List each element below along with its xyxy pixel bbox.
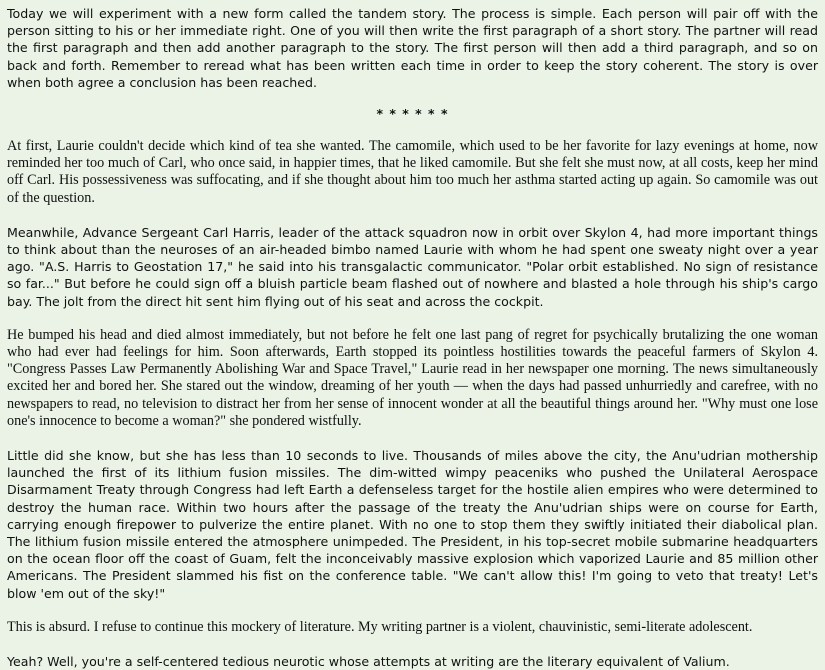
story-paragraph-6: Yeah? Well, you're a self-centered tedious neurotic whose attempts at writing are the literary equivalent of Valium. [7,654,730,670]
assignment-instructions: Today we will experiment with a new form called the tandem story. The process is simple. Each person will pair off with the person sitting to his or her immediate right. One of you will then write the first paragraph of a short story. The partner will read the first paragraph and then add another paragraph to the story. The first person will then add a third paragraph, and so on back and forth. Remember to reread what has been written each time in order to keep the story coherent. The story is over when both agree a conclusion has been reached. [7,6,818,90]
story-paragraph-5: This is absurd. I refuse to continue this mockery of literature. My writing partner is a violent, chauvinistic, semi-literate adolescent. [7,618,753,635]
story-paragraph-2: Meanwhile, Advance Sergeant Carl Harris, leader of the attack squadron now in orbit over Skylon 4, had more important things to think about than the neuroses of an air-headed bimbo named Laurie with whom he had spent one sweaty night over a year ago. "A.S. Harris to Geostation 17," he said into his transgalactic communicator. "Polar orbit established. No sign of resistance so far..." But before he could sign off a bluish particle beam flashed out of nowhere and blasted a hole through his ship's cargo bay. The jolt from the direct hit sent him flying out of his seat and across the cockpit. [7,224,818,309]
story-paragraph-1: At first, Laurie couldn't decide which kind of tea she wanted. The camomile, which used to be her favorite for lazy evenings at home, now reminded her too much of Carl, who once said, in happier times, that he liked camomile. But she felt she must now, at all costs, keep her mind off Carl. His possessiveness was suffocating, and if she thought about him too much her asthma started acting up again. So camomile was out of the question. [7,138,818,206]
story-paragraph-3: He bumped his head and died almost immediately, but not before he felt one last pang of regret for psychically brutalizing the one woman who had ever had feelings for him. Soon afterwards, Earth stopped its pointless hostilities towards the peaceful farmers of Skylon 4. "Congress Passes Law Permanently Abolishing War and Space Travel," Laurie read in her newspaper one morning. The news simultaneously excited her and bored her. She stared out the window, dreaming of her youth — when the days had passed unhurriedly and carefree, with no newspapers to read, no television to distract her from her sense of innocent wonder at all the beautiful things around her. "Why must one lose one's innocence to become a woman?" she pondered wistfully. [7,326,818,429]
section-separator: * * * * * * [376,106,449,122]
story-paragraph-4: Little did she know, but she has less than 10 seconds to live. Thousands of miles above the city, the Anu'udrian mothership launched the first of its lithium fusion missiles. The dim-witted wimpy peaceniks who pushed the Unilateral Aerospace Disarmament Treaty through Congress had left Earth a defenseless target for the hostile alien empires who were determined to destroy the human race. Within two hours after the passage of the treaty the Anu'udrian ships were on course for Earth, carrying enough firepower to pulverize the entire planet. With no one to stop them they swiftly initiated their diabolical plan. The lithium fusion missile entered the atmosphere unimpeded. The President, in his top-secret mobile submarine headquarters on the ocean floor off the coast of Guam, felt the inconceivably massive explosion which vaporized Laurie and 85 million other Americans. The President slammed his fist on the conference table. "We can't allow this! I'm going to veto that treaty! Let's blow 'em out of the sky!" [7,448,818,601]
